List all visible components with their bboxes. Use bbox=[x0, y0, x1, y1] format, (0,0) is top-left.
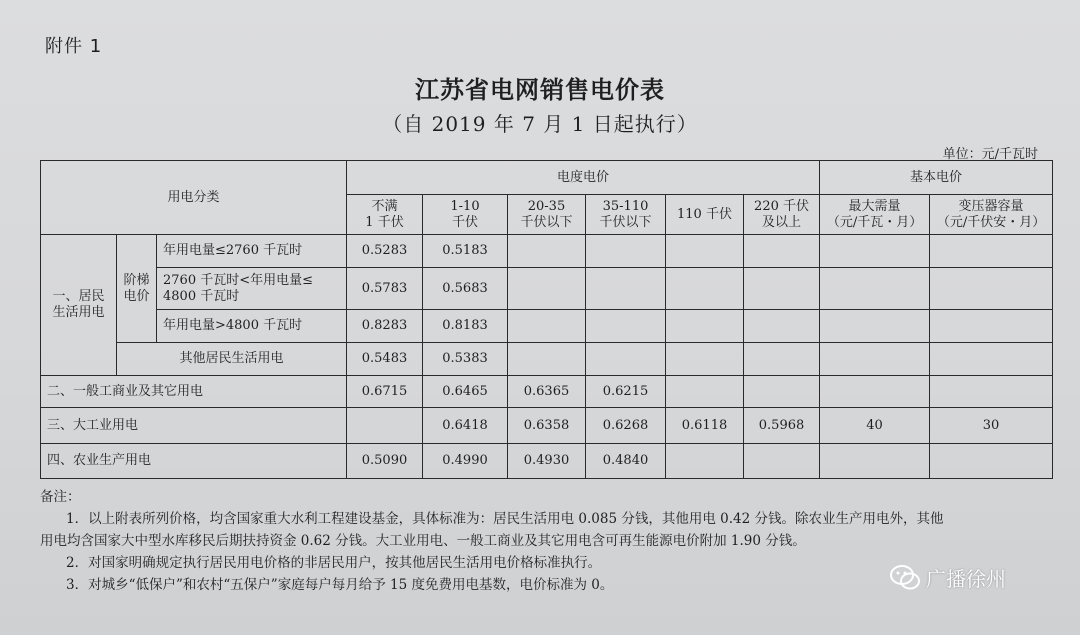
table-cell: 0.4990 bbox=[423, 444, 508, 479]
table-cell bbox=[586, 235, 666, 268]
header-basic-price: 基本电价 bbox=[820, 161, 1053, 195]
header-voltage: 35-110 千伏以下 bbox=[586, 195, 666, 235]
table-cell bbox=[744, 376, 820, 408]
row-label: 四、农业生产用电 bbox=[41, 444, 347, 479]
table-cell bbox=[820, 376, 930, 408]
table-cell bbox=[930, 235, 1053, 268]
table-cell: 0.6418 bbox=[423, 408, 508, 444]
table-cell bbox=[744, 343, 820, 376]
table-cell bbox=[820, 343, 930, 376]
table-cell: 0.4840 bbox=[586, 444, 666, 479]
table-cell: 0.5283 bbox=[347, 235, 423, 268]
price-table bbox=[40, 160, 1053, 479]
table-cell: 0.5968 bbox=[744, 408, 820, 444]
header-basic: 最大需量 （元/千瓦・月） bbox=[820, 195, 930, 235]
table-cell: 40 bbox=[820, 408, 930, 444]
table-cell bbox=[586, 268, 666, 310]
note-item: 用电均含国家大中型水库移民后期扶持资金 0.62 分钱。大工业用电、一般工商业及其它用电含可再生能源电价附加 1.90 分钱。 bbox=[40, 533, 806, 549]
note-item: 3．对城乡“低保户”和农村“五保户”家庭每户每月给予 15 度免费用电基数，电价标准为 0。 bbox=[66, 577, 614, 593]
group-residential: 一、居民 生活用电 bbox=[41, 235, 117, 376]
table-cell bbox=[820, 444, 930, 479]
table-cell bbox=[820, 235, 930, 268]
group-tiered: 阶梯 电价 bbox=[117, 235, 157, 343]
table-cell bbox=[930, 376, 1053, 408]
table-cell: 0.6118 bbox=[666, 408, 744, 444]
table-cell bbox=[586, 343, 666, 376]
table-cell bbox=[820, 310, 930, 343]
header-voltage: 110 千伏 bbox=[666, 195, 744, 235]
header-voltage: 不满 1 千伏 bbox=[347, 195, 423, 235]
table-cell: 0.6268 bbox=[586, 408, 666, 444]
table-cell bbox=[744, 235, 820, 268]
table-cell: 0.5383 bbox=[423, 343, 508, 376]
table-cell: 0.8183 bbox=[423, 310, 508, 343]
table-cell bbox=[666, 235, 744, 268]
row-label: 其他居民生活用电 bbox=[117, 343, 347, 376]
table-cell bbox=[820, 268, 930, 310]
table-cell: 0.6715 bbox=[347, 376, 423, 408]
row-label: 二、一般工商业及其它用电 bbox=[41, 376, 347, 408]
unit-label: 单位：元/千瓦时 bbox=[942, 147, 1038, 162]
table-cell: 0.6215 bbox=[586, 376, 666, 408]
header-energy-price: 电度电价 bbox=[347, 161, 820, 195]
watermark-text: 广播徐州 bbox=[926, 567, 1006, 591]
table-cell: 0.5683 bbox=[423, 268, 508, 310]
table-cell bbox=[666, 268, 744, 310]
document-title: 江苏省电网销售电价表 bbox=[415, 76, 665, 104]
table-cell: 0.6365 bbox=[508, 376, 586, 408]
header-basic: 变压器容量 （元/千伏安・月） bbox=[930, 195, 1053, 235]
header-category: 用电分类 bbox=[41, 161, 347, 235]
table-cell: 0.5783 bbox=[347, 268, 423, 310]
watermark bbox=[890, 563, 1006, 592]
table-cell bbox=[508, 310, 586, 343]
table-cell: 0.5090 bbox=[347, 444, 423, 479]
header-voltage: 220 千伏 及以上 bbox=[744, 195, 820, 235]
table-cell: 0.4930 bbox=[508, 444, 586, 479]
table-cell: 0.6358 bbox=[508, 408, 586, 444]
table-cell bbox=[586, 310, 666, 343]
header-voltage: 1-10 千伏 bbox=[423, 195, 508, 235]
table-cell bbox=[744, 310, 820, 343]
table-cell: 30 bbox=[930, 408, 1053, 444]
row-label: 年用电量>4800 千瓦时 bbox=[157, 310, 347, 343]
note-item: 2．对国家明确规定执行居民用电价格的非居民用户，按其他居民生活用电价格标准执行。 bbox=[66, 555, 602, 571]
header-voltage: 20-35 千伏以下 bbox=[508, 195, 586, 235]
table-cell bbox=[508, 343, 586, 376]
document-subtitle: （自 2019 年 7 月 1 日起执行） bbox=[382, 112, 698, 136]
table-cell: 0.5483 bbox=[347, 343, 423, 376]
table-cell bbox=[930, 343, 1053, 376]
table-cell bbox=[744, 268, 820, 310]
row-label: 三、大工业用电 bbox=[41, 408, 347, 444]
table-cell bbox=[930, 310, 1053, 343]
table-cell bbox=[930, 444, 1053, 479]
table-cell bbox=[666, 343, 744, 376]
wechat-icon bbox=[890, 565, 920, 591]
table-cell bbox=[744, 444, 820, 479]
table-cell bbox=[666, 310, 744, 343]
notes-heading: 备注： bbox=[40, 489, 81, 505]
row-label: 年用电量≤2760 千瓦时 bbox=[157, 235, 347, 268]
note-item: 1．以上附表所列价格，均含国家重大水利工程建设基金，具体标准为：居民生活用电 0.085 分钱，其他用电 0.42 分钱。除农业生产用电外，其他 bbox=[66, 511, 944, 527]
table-cell bbox=[508, 235, 586, 268]
attachment-label: 附件 1 bbox=[45, 36, 103, 57]
table-cell: 0.8283 bbox=[347, 310, 423, 343]
table-cell: 0.6465 bbox=[423, 376, 508, 408]
table-cell bbox=[347, 408, 423, 444]
table-cell bbox=[666, 376, 744, 408]
table-cell: 0.5183 bbox=[423, 235, 508, 268]
row-label: 2760 千瓦时<年用电量≤ 4800 千瓦时 bbox=[157, 268, 347, 310]
table-cell bbox=[930, 268, 1053, 310]
table-cell bbox=[666, 444, 744, 479]
table-cell bbox=[508, 268, 586, 310]
